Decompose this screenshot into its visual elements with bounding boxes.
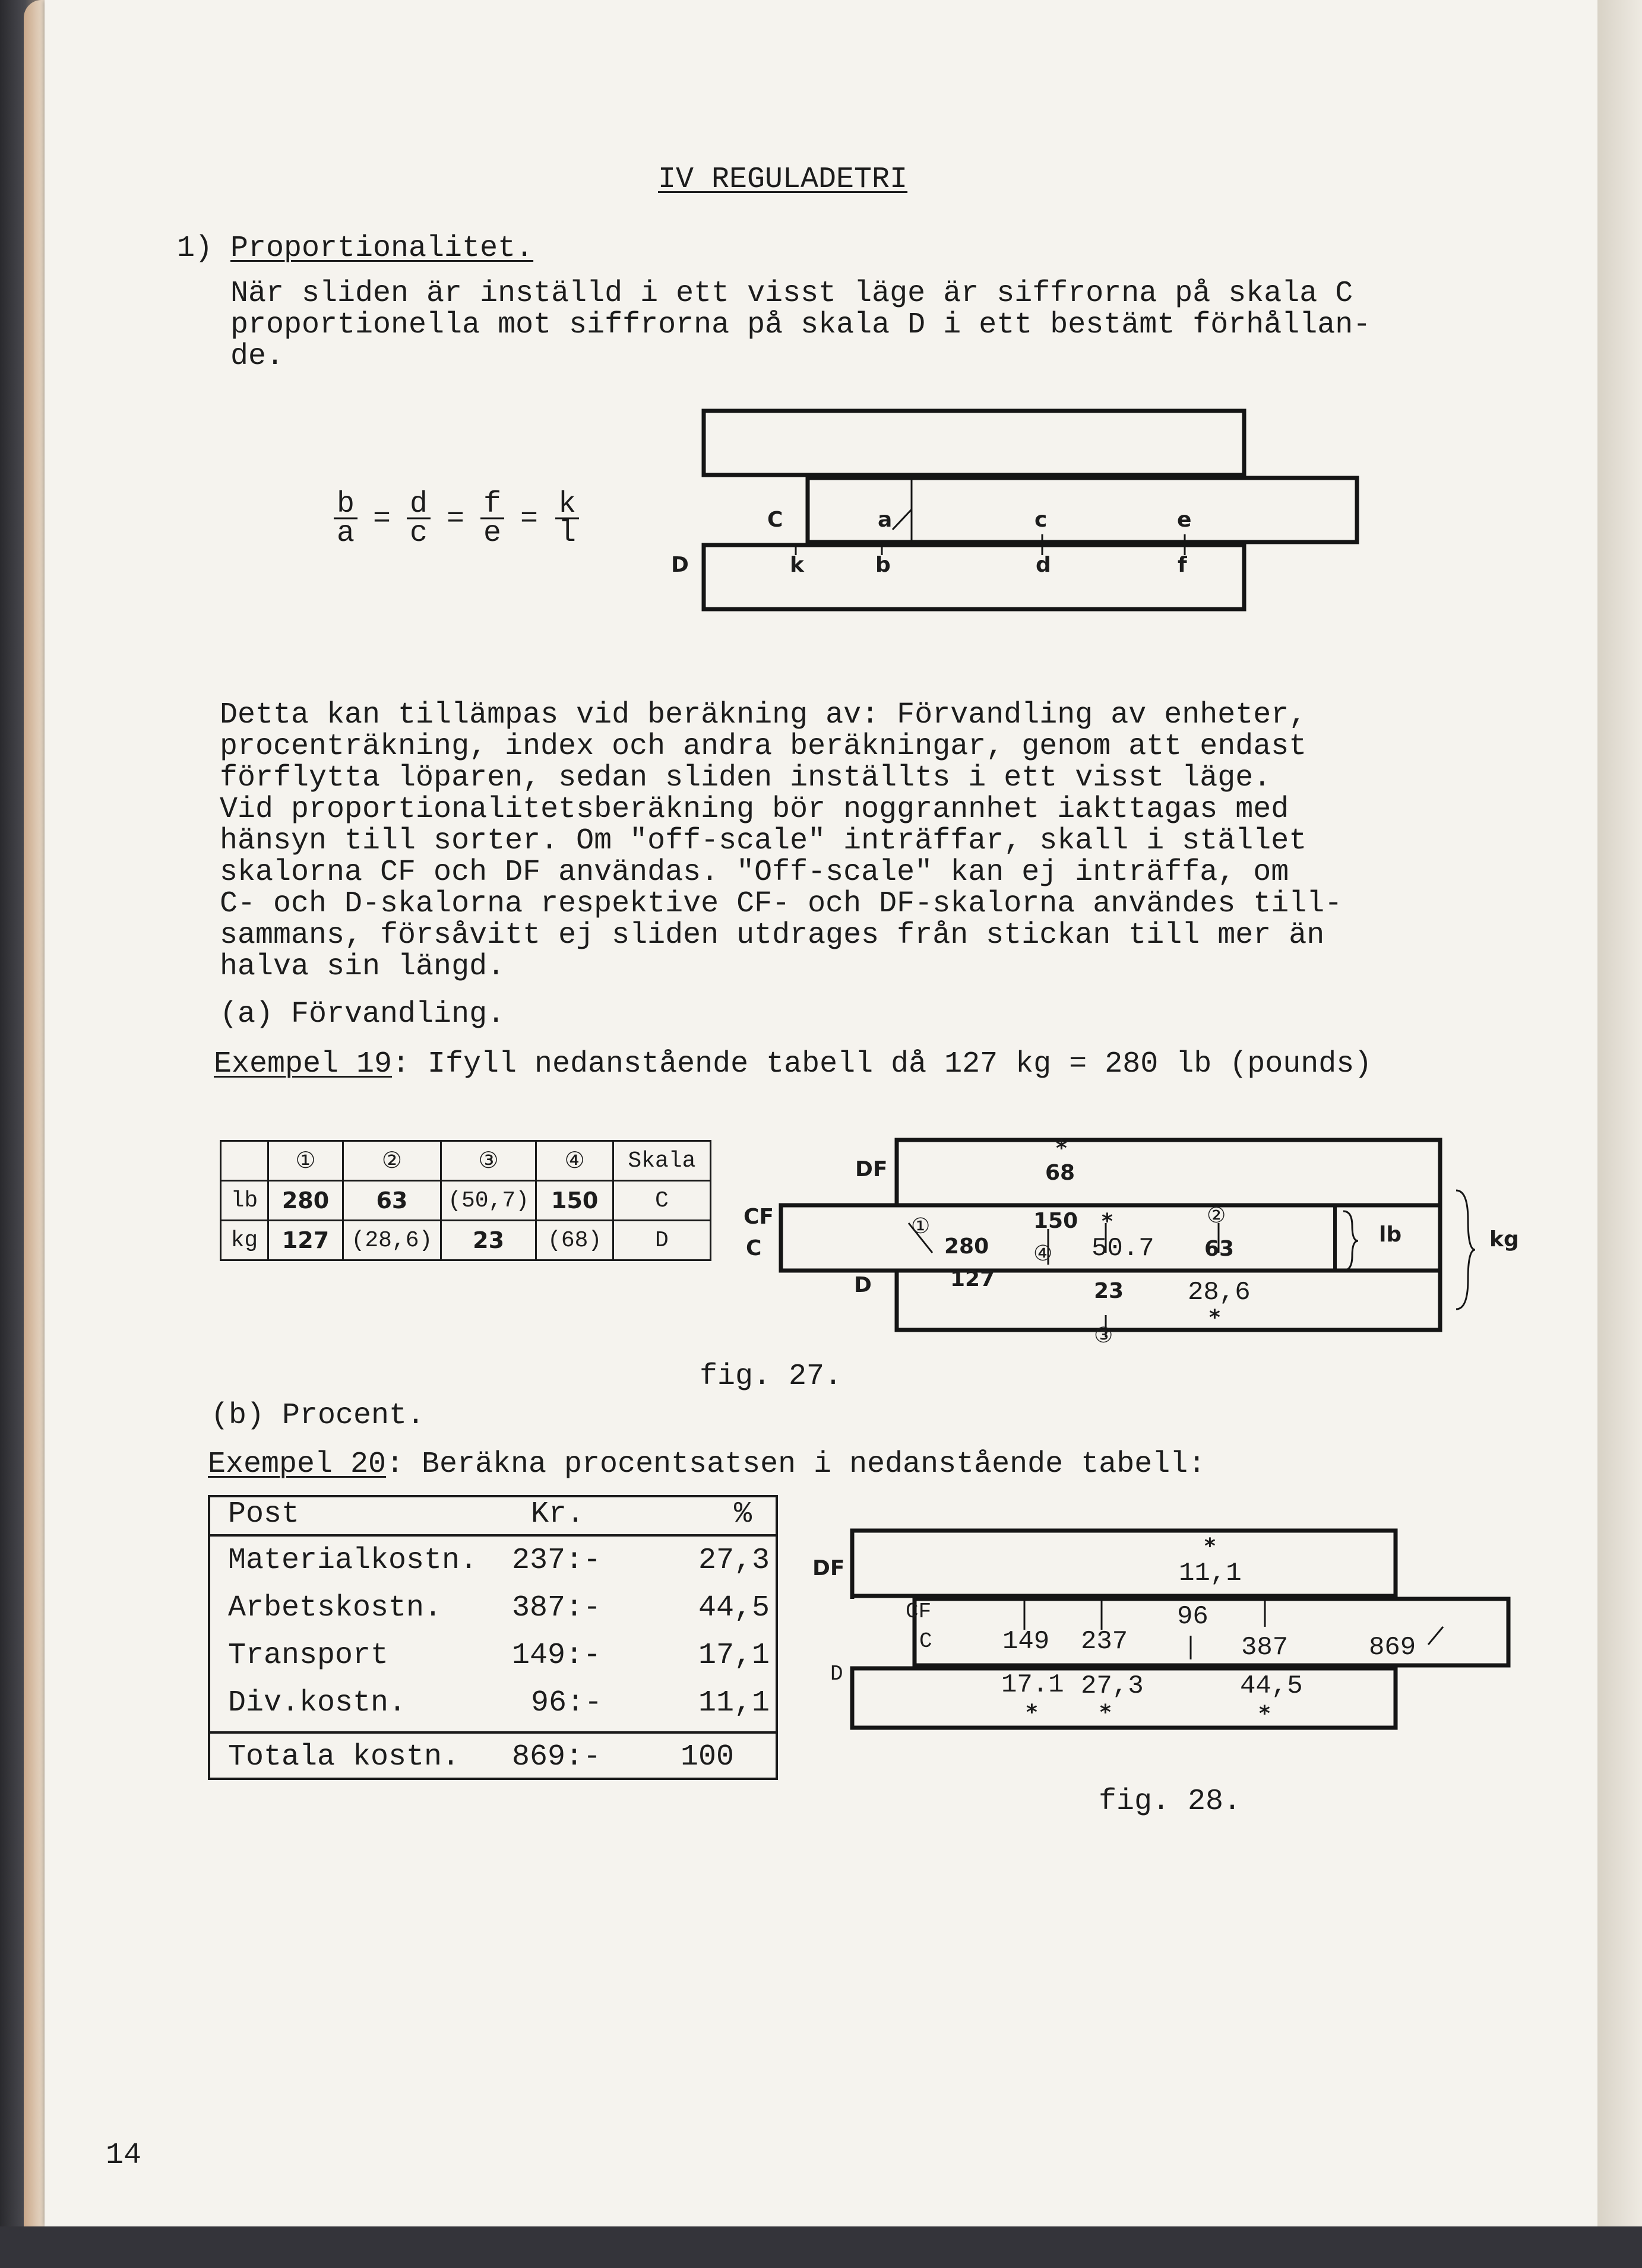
fraction-numerator: f <box>483 487 502 521</box>
table-cell: 96:- <box>531 1686 603 1720</box>
fraction-numerator: k <box>558 487 577 521</box>
example-19-text: : Ifyll nedanstående tabell då 127 kg = 280 lb (pounds) <box>392 1047 1372 1081</box>
star-mark: * <box>1026 1700 1037 1725</box>
table-cell: 127 <box>268 1221 343 1260</box>
unit-label-lb: lb <box>1379 1222 1402 1247</box>
table-cell: 27,3 <box>698 1544 770 1578</box>
table-cell: 17,1 <box>698 1639 770 1673</box>
d-value: 28,6 <box>1188 1278 1251 1307</box>
section-title: Proportionalitet. <box>230 232 534 265</box>
d-scale-mark: b <box>875 553 891 577</box>
table-cell: kg <box>221 1221 268 1260</box>
body-line: C- och D-skalorna respektive CF- och DF-skalorna användes till- <box>220 887 1343 921</box>
d-value: 44,5 <box>1240 1671 1303 1701</box>
figure-caption: fig. 27. <box>700 1360 843 1393</box>
table-cell: (50,7) <box>441 1181 536 1221</box>
fraction-denominator: a <box>337 517 355 550</box>
section-number: 1) <box>177 232 213 265</box>
df-value: 68 <box>1045 1161 1075 1185</box>
paragraph-line: När sliden är inställd i ett visst läge är siffrorna på skala C <box>230 277 1353 311</box>
paragraph-line: proportionella mot siffrorna på skala D i ett bestämt förhållan- <box>230 308 1371 342</box>
table-cell: % <box>733 1497 752 1531</box>
table-cell: ④ <box>536 1141 613 1181</box>
scale-label-df: DF <box>812 1556 845 1580</box>
d-value: 17.1 <box>1001 1670 1064 1700</box>
c-value: 96 <box>1177 1602 1208 1632</box>
c-value: 237 <box>1081 1627 1128 1656</box>
scale-label-c: C <box>767 508 783 532</box>
table-cell: (68) <box>536 1221 613 1260</box>
table-cell: 63 <box>343 1181 441 1221</box>
star-mark: * <box>1204 1534 1216 1559</box>
c-value: 150 <box>1033 1209 1078 1233</box>
fraction-numerator: b <box>337 487 355 521</box>
c-scale-mark: c <box>1034 508 1048 532</box>
paragraph-line: de. <box>230 340 284 373</box>
df-value: 11,1 <box>1179 1559 1242 1588</box>
d-scale-mark: d <box>1036 553 1051 577</box>
equals-sign: = <box>520 502 539 536</box>
table-cell: ① <box>268 1141 343 1181</box>
table-cell: 280 <box>268 1181 343 1221</box>
c-value: 149 <box>1002 1627 1050 1656</box>
c-value: 387 <box>1241 1633 1289 1662</box>
table-cell: 44,5 <box>698 1591 770 1625</box>
table-cell: 387:- <box>512 1591 602 1625</box>
d-scale-mark: k <box>790 553 804 577</box>
c-scale-mark: e <box>1177 508 1192 532</box>
example-20-text: : Beräkna procentsatsen i nedanstående tabell: <box>386 1447 1206 1481</box>
fraction-denominator: c <box>410 517 428 550</box>
star-mark: * <box>1056 1136 1067 1161</box>
scale-label-d: D <box>671 553 689 577</box>
body-line: skalorna CF och DF användas. "Off-scale" kan ej inträffa, om <box>220 856 1289 889</box>
unit-label-kg: kg <box>1489 1227 1519 1252</box>
equals-sign: = <box>373 502 391 536</box>
body-line: Vid proportionalitetsberäkning bör noggrannhet iakttagas med <box>220 793 1289 826</box>
d-value: 127 <box>950 1267 995 1291</box>
subsection-b: (b) Procent. <box>211 1399 425 1433</box>
d-value: 27,3 <box>1081 1671 1144 1701</box>
c-value: 869 <box>1369 1633 1416 1662</box>
body-line: hänsyn till sorter. Om "off-scale" inträffar, skall i stället <box>220 824 1307 858</box>
scale-label-c: C <box>746 1236 762 1260</box>
table-cell: Post <box>228 1497 300 1531</box>
table-cell: Kr. <box>531 1497 585 1531</box>
c-value: 280 <box>944 1234 989 1259</box>
scale-label-c: C <box>919 1629 932 1654</box>
table-cell: Skala <box>613 1141 710 1181</box>
circled-marker: ② <box>1207 1205 1226 1229</box>
table-cell: 23 <box>441 1221 536 1260</box>
table-cell: (28,6) <box>343 1221 441 1260</box>
circled-marker: ③ <box>1094 1325 1113 1349</box>
table-cell: 100 <box>680 1740 734 1774</box>
table-cell: 11,1 <box>698 1686 770 1720</box>
table-cell: 869:- <box>512 1740 602 1774</box>
circled-marker: ① <box>911 1215 931 1240</box>
c-value: 50.7 <box>1091 1234 1154 1263</box>
fraction-denominator: l <box>558 517 577 550</box>
scale-label-cf: CF <box>906 1599 932 1624</box>
scale-label-cf: CF <box>744 1205 774 1229</box>
c-value: 63 <box>1204 1237 1235 1261</box>
body-line: procenträkning, index och andra beräkningar, genom att endast <box>220 730 1307 764</box>
body-line: förflytta löparen, sedan sliden inställts i ett visst läge. <box>220 761 1271 795</box>
star-mark: * <box>1102 1209 1113 1234</box>
example-19-label: Exempel 19 <box>214 1047 393 1081</box>
table-cell: D <box>613 1221 710 1260</box>
table-cell: lb <box>221 1181 268 1221</box>
scale-label-df: DF <box>855 1157 888 1181</box>
body-line: Detta kan tillämpas vid beräkning av: Förvandling av enheter, <box>220 698 1307 732</box>
table-cell: 150 <box>536 1181 613 1221</box>
table-cell: C <box>613 1181 710 1221</box>
equals-sign: = <box>447 502 465 536</box>
page-number: 14 <box>106 2139 142 2172</box>
table-cell: ② <box>343 1141 441 1181</box>
c-scale-mark: a <box>878 508 893 532</box>
scale-label-d: D <box>830 1662 843 1686</box>
chapter-heading: IV REGULADETRI <box>658 163 908 197</box>
fraction-denominator: e <box>483 517 502 550</box>
table-cell: Totala kostn. <box>228 1740 460 1774</box>
body-line: halva sin längd. <box>220 950 505 984</box>
table-cell: Transport <box>228 1639 389 1673</box>
table-cell: ③ <box>441 1141 536 1181</box>
scale-label-d: D <box>854 1273 872 1297</box>
star-mark: * <box>1259 1702 1270 1726</box>
table-cell: 149:- <box>512 1639 602 1673</box>
subsection-a: (a) Förvandling. <box>220 997 505 1031</box>
body-line: sammans, försåvitt ej sliden utdrages från stickan till mer än <box>220 918 1325 952</box>
example-20-label: Exempel 20 <box>208 1447 387 1481</box>
circled-marker: ④ <box>1033 1243 1053 1267</box>
table-cell: Materialkostn. <box>228 1544 478 1578</box>
table-cell: Div.kostn. <box>228 1686 407 1720</box>
table-cell: 237:- <box>512 1544 602 1578</box>
table-cell: Arbetskostn. <box>228 1591 442 1625</box>
figure-caption: fig. 28. <box>1099 1785 1242 1819</box>
d-scale-mark: f <box>1178 553 1187 577</box>
star-mark: * <box>1209 1306 1220 1330</box>
d-value: 23 <box>1094 1279 1124 1303</box>
star-mark: * <box>1100 1700 1111 1725</box>
fraction-numerator: d <box>410 487 428 521</box>
